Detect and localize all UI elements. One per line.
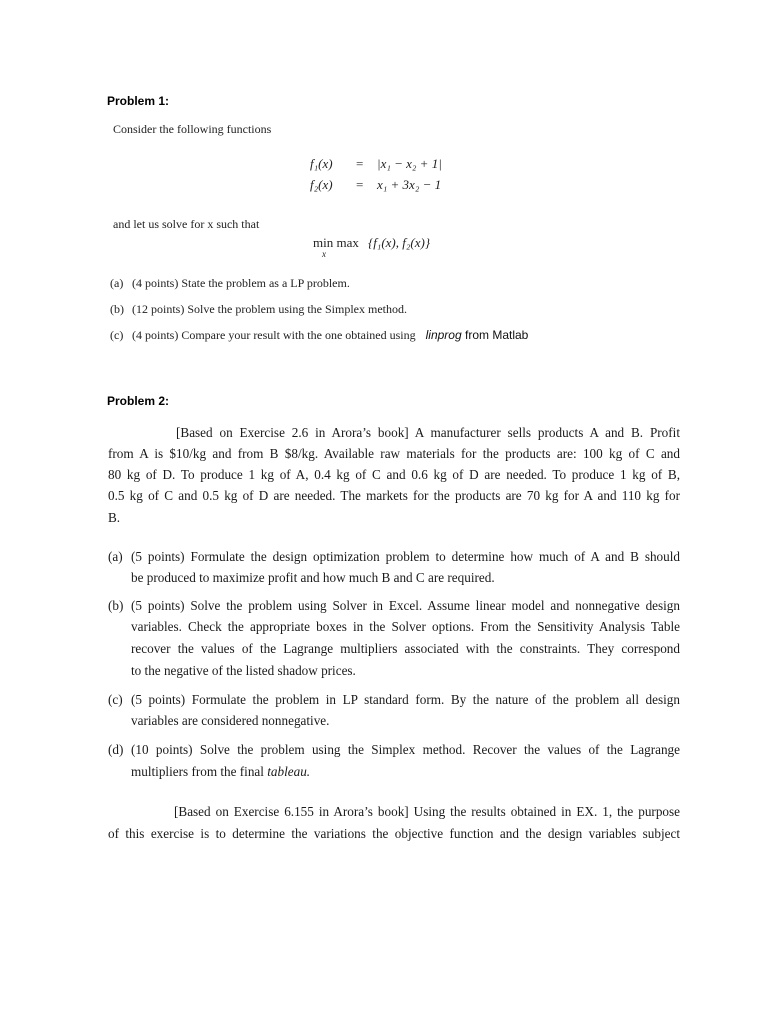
problem-2-part-a-line: (5 points) Formulate the design optimization problem to determine how much of A and B should — [131, 549, 680, 564]
f2-rhs: x₁ + 3x₂ − 1 — [377, 177, 442, 192]
problem-2-para-line: 0.5 kg of C and 0.5 kg of D are needed. The markets for the products are 70 kg for A and 110 kg for — [108, 488, 680, 503]
problem-1-part-c — [110, 328, 528, 343]
problem-2-para-line: from A is $10/kg and from B $8/kg. Available raw materials for the products are: 100 kg of C and — [108, 446, 680, 461]
problem-2-part-d-line-2 — [131, 764, 310, 780]
problem-2-part-c-line: variables are considered nonnegative. — [131, 713, 330, 728]
next-exercise-line: [Based on Exercise 6.155 in Arora’s book] Using the results obtained in EX. 1, the purpose — [174, 804, 680, 819]
problem-2-part-c-line: (5 points) Formulate the problem in LP standard form. By the nature of the problem all design — [131, 692, 680, 707]
f1-lhs: f₁(x) — [310, 156, 333, 171]
f1-rhs: |x₁ − x₂ + 1| — [377, 156, 442, 171]
part-c-text: (4 points) Compare your result with the one obtained using — [132, 328, 416, 342]
problem-2-para-line: [Based on Exercise 2.6 in Arora’s book] A manufacturer sells products A and B. Profit — [176, 425, 680, 440]
f2-equals: = — [356, 177, 364, 192]
part-c-tail: from Matlab — [461, 328, 529, 342]
tableau-word: tableau. — [267, 764, 311, 779]
problem-2-part-d-label: (d) — [108, 742, 124, 757]
problem-2-part-b-line: variables. Check the appropriate boxes in the Solver options. From the Sensitivity Analysis Table — [131, 619, 680, 634]
problem-2-part-d-line: (10 points) Solve the problem using the Simplex method. Recover the values of the Lagrange — [131, 742, 680, 757]
problem-2-part-b-line: to the negative of the listed shadow prices. — [131, 663, 356, 678]
problem-2-part-a-line: be produced to maximize profit and how much B and C are required. — [131, 570, 495, 585]
next-exercise-line: of this exercise is to determine the variations the objective function and the design variables subject — [108, 826, 680, 841]
f2-lhs: f₂(x) — [310, 177, 333, 192]
problem-2-para-line: 80 kg of D. To produce 1 kg of A, 0.4 kg of C and 0.6 kg of D are needed. To produce 1 kg of B, — [108, 467, 680, 482]
minmax-operator: min max — [313, 235, 359, 250]
part-b-label: (b) — [110, 302, 124, 316]
problem-2-part-b-line: recover the values of the Lagrange multipliers associated with the constraints. They correspond — [131, 641, 680, 656]
solve-for-text: and let us solve for x such that — [113, 217, 260, 231]
problem-1-part-a — [110, 276, 350, 291]
minmax-subscript: x — [322, 249, 326, 259]
minmax-arguments: {f₁(x), f₂(x)} — [368, 235, 431, 250]
problem-1-part-b — [110, 302, 407, 317]
f1-equals: = — [356, 156, 364, 171]
problem-2-part-c-label: (c) — [108, 692, 123, 707]
part-a-text: (4 points) State the problem as a LP problem. — [132, 276, 350, 290]
problem-2-part-d-text: multipliers from the final — [131, 764, 268, 779]
problem-2-part-b-label: (b) — [108, 598, 124, 613]
problem-2-part-a-label: (a) — [108, 549, 123, 564]
part-b-text: (12 points) Solve the problem using the Simplex method. — [132, 302, 407, 316]
part-a-label: (a) — [110, 276, 124, 290]
linprog-tool: linprog — [425, 328, 462, 342]
problem-1-heading: Problem 1: — [107, 94, 170, 108]
problem-2-para-line: B. — [108, 510, 121, 525]
part-c-label: (c) — [110, 328, 124, 342]
problem-2-part-b-line: (5 points) Solve the problem using Solver in Excel. Assume linear model and nonnegative design — [131, 598, 680, 613]
problem-2-heading: Problem 2: — [107, 394, 170, 408]
problem-1-intro: Consider the following functions — [113, 122, 272, 136]
